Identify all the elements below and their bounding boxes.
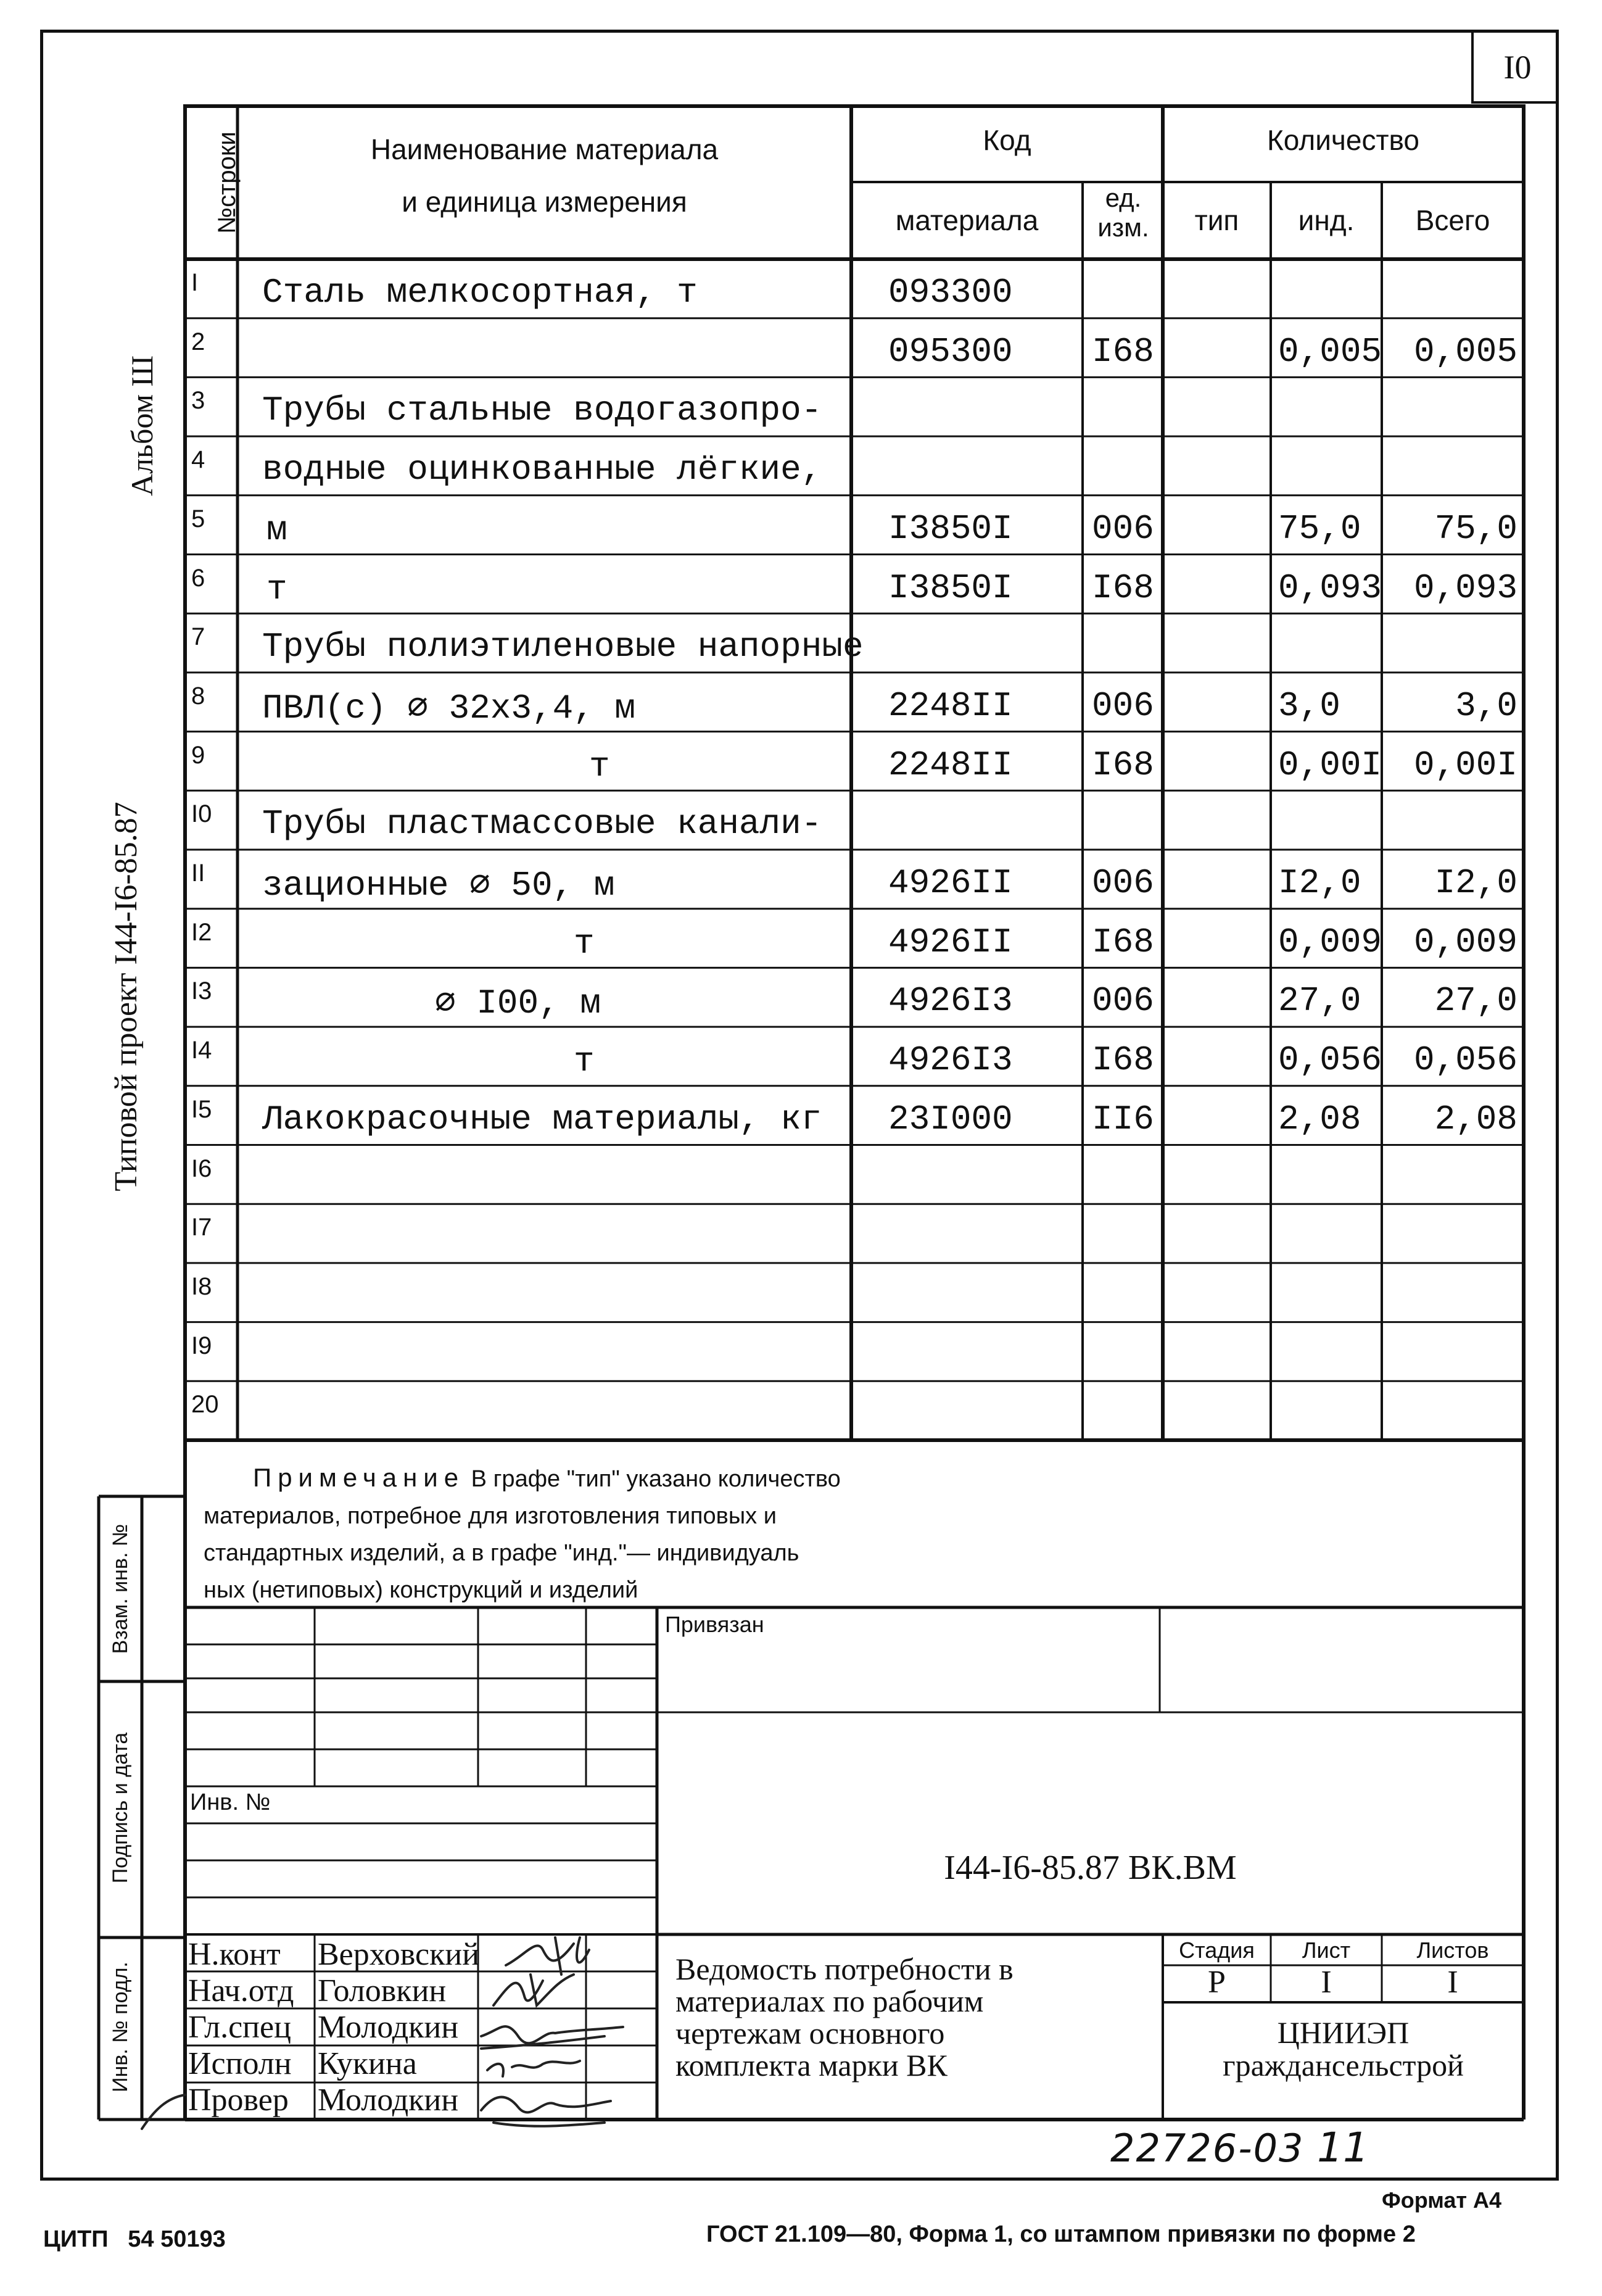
format-label: Формат А4: [1382, 2187, 1502, 2213]
row-number: I3: [191, 977, 212, 1005]
material-name: ПВЛ(с) ∅ 32х3,4, м: [262, 688, 636, 728]
stamp-title-line4: комплекта марки ВК: [675, 2048, 948, 2083]
stamp-title-line2: материалах по рабочим: [675, 1984, 984, 2018]
row-number: I2: [191, 918, 212, 946]
person-name: Молодкин: [318, 2010, 459, 2045]
handwritten-number: 22726-03: [1110, 2126, 1305, 2171]
header-qty-type: тип: [1194, 204, 1239, 236]
podpis-data-label: Подпись и дата: [109, 1732, 132, 1884]
material-name: Трубы полиэтиленовые напорные: [262, 627, 864, 667]
note-line3: стандартных изделий, а в графе "инд."— индивидуаль: [204, 1540, 799, 1566]
person-role: Гл.спец: [188, 2010, 291, 2045]
header-name-line2: и единица измерения: [402, 186, 687, 218]
row-number: I4: [191, 1037, 212, 1064]
qty-total: 2,08: [1434, 1099, 1517, 1139]
material-name: т: [589, 746, 610, 786]
stage-label: Стадия: [1179, 1938, 1255, 1963]
header-qty-total: Всего: [1415, 204, 1490, 236]
note-line1: В графе "тип" указано количество: [471, 1466, 841, 1492]
material-code: 2248II: [888, 686, 1013, 726]
note-line2: материалов, потребное для изготовления типовых и: [204, 1503, 777, 1529]
stamp-title-line3: чертежам основного: [675, 2016, 945, 2050]
material-name: т: [574, 1042, 595, 1082]
row-number: 9: [191, 741, 205, 769]
row-number: 3: [191, 387, 205, 415]
qty-ind: I2,0: [1278, 863, 1361, 903]
header-qty-ind: инд.: [1298, 204, 1355, 236]
row-number: I: [191, 269, 199, 296]
qty-ind: 3,0: [1278, 686, 1340, 726]
row-number: 4: [191, 446, 205, 474]
qty-total: 75,0: [1434, 508, 1517, 549]
unit-code: 006: [1092, 686, 1154, 726]
stamp-title: [675, 1953, 1157, 2081]
note-line4: ных (нетиповых) конструкций и изделий: [204, 1577, 638, 1603]
person-name: Молодкин: [318, 2083, 459, 2118]
qty-ind: 2,08: [1278, 1099, 1361, 1139]
stamp-title-line1: Ведомость потребности в: [675, 1952, 1014, 1986]
page-number: I0: [1503, 49, 1532, 86]
row-number: 6: [191, 564, 205, 592]
material-code: 4926II: [888, 922, 1013, 962]
qty-ind: 0,005: [1278, 331, 1382, 371]
header-quantity: Количество: [1266, 124, 1420, 156]
inv-podl-label: Инв. № подл.: [109, 1962, 132, 2092]
unit-code: II6: [1092, 1099, 1154, 1139]
row-number: 2: [191, 328, 205, 355]
person-role: Исполн: [188, 2046, 292, 2081]
material-code: I3850I: [888, 508, 1013, 549]
qty-ind: 75,0: [1278, 508, 1361, 549]
org-line2: граждансельстрой: [1223, 2048, 1464, 2083]
unit-code: I68: [1092, 745, 1154, 785]
document-code: I44-I6-85.87 ВК.ВМ: [944, 1849, 1237, 1887]
note-label: Примечание: [253, 1463, 465, 1492]
material-code: 2248II: [888, 745, 1013, 785]
material-code: 4926II: [888, 863, 1013, 903]
material-code: I3850I: [888, 568, 1013, 608]
unit-code: I68: [1092, 922, 1154, 962]
row-number: I9: [191, 1332, 212, 1359]
qty-total: 0,005: [1413, 331, 1517, 371]
material-code: 4926I3: [888, 981, 1013, 1021]
footer-right: ГОСТ 21.109—80, Форма 1, со штампом привязки по форме 2: [706, 2221, 1416, 2247]
qty-total: 0,093: [1413, 568, 1517, 608]
handwritten-page: 11: [1317, 2124, 1369, 2171]
material-name: Трубы стальные водогазопро-: [262, 391, 822, 431]
footer-left: ЦИТП 54 50193: [43, 2226, 226, 2252]
qty-total: 0,009: [1413, 922, 1517, 962]
qty-ind: 0,009: [1278, 922, 1382, 962]
material-name: Трубы пластмассовые канали-: [262, 804, 822, 844]
unit-code: I68: [1092, 1040, 1154, 1080]
person-role: Провер: [188, 2083, 289, 2118]
unit-code: I68: [1092, 568, 1154, 608]
qty-total: 0,00I: [1413, 745, 1517, 785]
row-number: I0: [191, 800, 212, 828]
stage-value: Р: [1208, 1965, 1226, 2000]
project-label: Типовой проект I44-I6-85.87: [109, 802, 144, 1192]
person-name: Кукина: [318, 2046, 417, 2081]
row-number: I7: [191, 1214, 212, 1241]
header-row-number: №строки: [213, 131, 241, 234]
header-code: Код: [983, 124, 1031, 156]
sheet-value: I: [1321, 1965, 1332, 2000]
album-label: Альбом Ш: [125, 355, 159, 496]
qty-total: 27,0: [1434, 981, 1517, 1021]
qty-ind: 0,056: [1278, 1040, 1382, 1080]
row-number: I8: [191, 1272, 212, 1300]
row-number: 20: [191, 1391, 219, 1419]
material-name: Лакокрасочные материалы, кг: [262, 1099, 822, 1139]
person-name: Головкин: [318, 1973, 447, 2008]
privyazan-label: Привязан: [665, 1612, 764, 1637]
inv-no-label: Инв. №: [190, 1789, 271, 1815]
unit-code: I68: [1092, 331, 1154, 371]
material-name: водные оцинкованные лёгкие,: [262, 450, 822, 490]
qty-ind: 0,093: [1278, 568, 1382, 608]
person-role: Н.конт: [188, 1937, 281, 1972]
sheets-value: I: [1447, 1965, 1458, 2000]
person-role: Нач.отд: [188, 1973, 294, 2008]
row-number: II: [191, 860, 205, 887]
material-name: т: [574, 923, 595, 963]
material-name: Сталь мелкосортная, т: [262, 273, 698, 312]
qty-total: 3,0: [1455, 686, 1517, 726]
sheet-label: Лист: [1302, 1938, 1351, 1963]
header-code-material: материала: [895, 204, 1039, 236]
row-number: 5: [191, 505, 205, 533]
material-code: 23I000: [888, 1099, 1013, 1139]
vzam-inv-label: Взам. инв. №: [109, 1523, 132, 1654]
material-name: т: [266, 569, 287, 609]
material-name: м: [266, 510, 287, 550]
material-code: 093300: [888, 273, 1013, 312]
org-line1: ЦНИИЭП: [1277, 2015, 1410, 2050]
qty-total: 0,056: [1413, 1040, 1517, 1080]
header-name-line1: Наименование материала: [370, 133, 719, 165]
material-name: ∅ I00, м: [435, 984, 601, 1024]
qty-total: I2,0: [1434, 863, 1517, 903]
material-name: зационные ∅ 50, м: [262, 866, 615, 905]
sheets-label: Листов: [1416, 1938, 1489, 1963]
header-code-unit: ед. изм.: [1097, 183, 1149, 242]
unit-code: 006: [1092, 981, 1154, 1021]
qty-ind: 27,0: [1278, 981, 1361, 1021]
row-number: 8: [191, 682, 205, 710]
qty-ind: 0,00I: [1278, 745, 1382, 785]
unit-code: 006: [1092, 863, 1154, 903]
person-name: Верховский: [318, 1937, 480, 1972]
material-code: 095300: [888, 331, 1013, 371]
row-number: I5: [191, 1095, 212, 1123]
row-number: I6: [191, 1154, 212, 1182]
material-code: 4926I3: [888, 1040, 1013, 1080]
unit-code: 006: [1092, 508, 1154, 549]
row-number: 7: [191, 623, 205, 651]
